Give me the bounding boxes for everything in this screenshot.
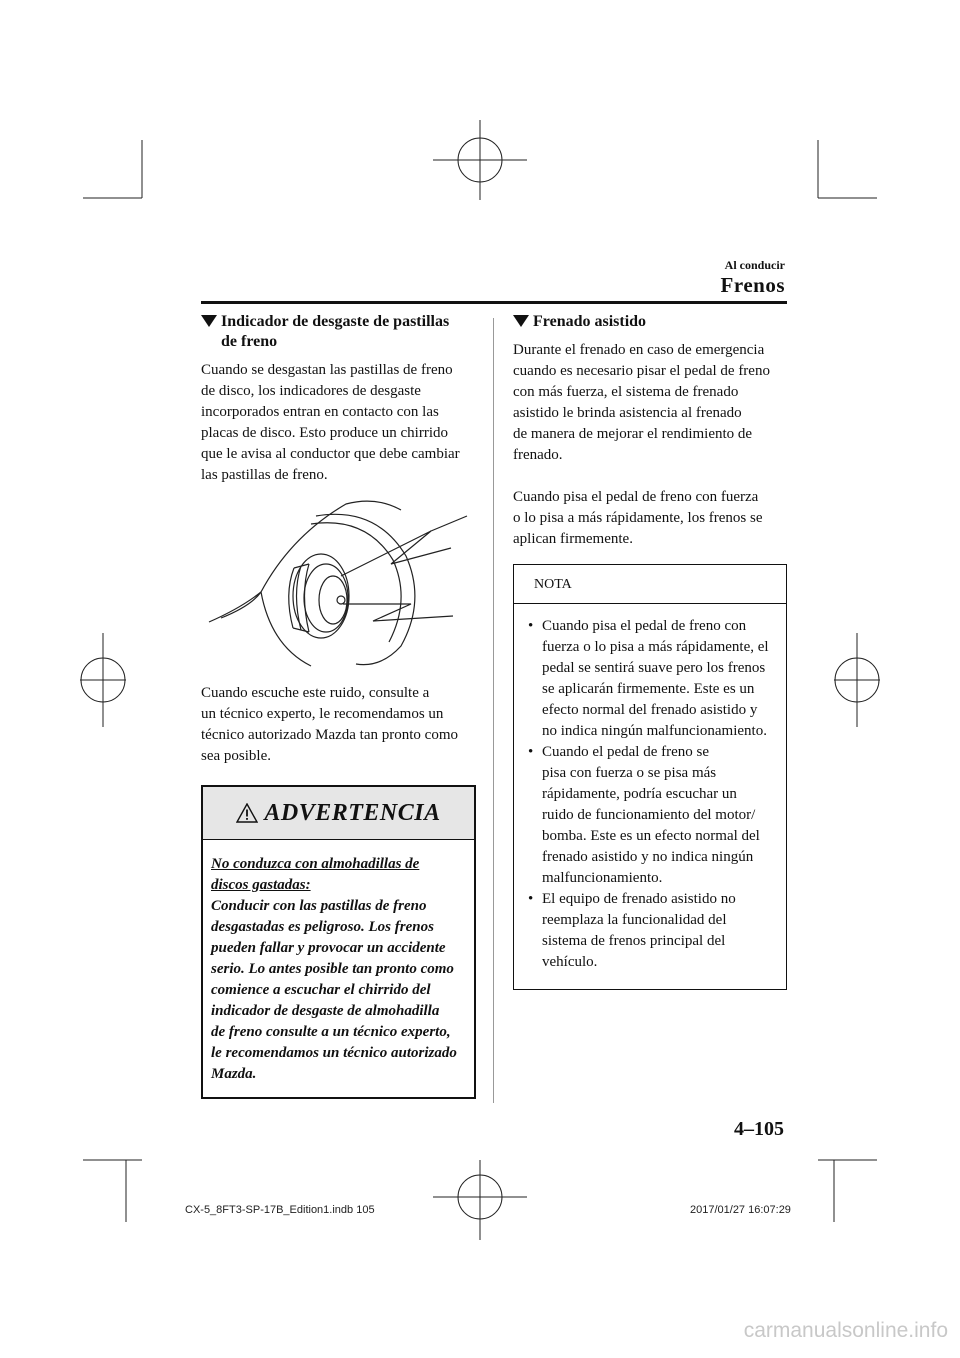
text-line: aplican firmemente.	[513, 531, 633, 547]
note-line: malfuncionamiento.	[542, 870, 663, 886]
warning-body	[203, 840, 474, 1097]
note-line: Cuando pisa el pedal de freno con	[542, 618, 747, 634]
text-line: un técnico experto, le recomendamos un	[201, 706, 444, 722]
warning-line: comience a escuchar el chirrido del	[211, 982, 431, 998]
note-item	[522, 889, 780, 973]
section-title: Frenos	[720, 273, 785, 297]
text-line: sea posible.	[201, 748, 271, 764]
warning-line: Conducir con las pastillas de freno	[211, 898, 427, 914]
note-item	[522, 616, 780, 742]
page-number: 4–105	[734, 1118, 784, 1140]
heading-line: Indicador de desgaste de pastillas	[221, 313, 450, 330]
text-line: frenado.	[513, 447, 563, 463]
text-line: las pastillas de freno.	[201, 467, 328, 483]
watermark[interactable]: carmanualsonline.info	[743, 1319, 948, 1342]
note-line: reemplaza la funcionalidad del	[542, 912, 727, 928]
heading-line: Frenado asistido	[533, 313, 647, 330]
footer-timestamp: 2017/01/27 16:07:29	[690, 1204, 791, 1216]
note-line: ruido de funcionamiento del motor/	[542, 807, 756, 823]
text-line: asistido le brinda asistencia al frenado	[513, 405, 742, 421]
bullet-icon: •	[528, 891, 534, 907]
heading-line: de freno	[221, 333, 278, 350]
warning-heading-line: No conduzca con almohadillas de	[211, 856, 420, 872]
text-line: que le avisa al conductor que debe cambiar	[201, 446, 460, 462]
text-line: de disco, los indicadores de desgaste	[201, 383, 421, 399]
warning-title: ADVERTENCIA	[264, 799, 441, 826]
warning-heading-line: discos gastadas:	[211, 877, 311, 893]
note-line: sistema de frenos principal del	[542, 933, 726, 949]
warning-triangle-icon	[236, 803, 258, 823]
heading-brake-assist	[513, 312, 787, 332]
section-label: Al conducir	[724, 258, 785, 272]
text-line: Cuando escuche este ruido, consulte a	[201, 685, 430, 701]
warning-line: serio. Lo antes posible tan pronto como	[211, 961, 454, 977]
text-line: Cuando se desgastan las pastillas de freno	[201, 362, 453, 378]
text-line: placas de disco. Esto produce un chirrido	[201, 425, 449, 441]
bullet-icon: •	[528, 618, 534, 634]
right-column	[513, 312, 787, 990]
note-line: se aplicarán firmemente. Este es un	[542, 681, 755, 697]
note-line: vehículo.	[542, 954, 598, 970]
header-rule	[201, 301, 787, 304]
note-line: pedal se sentirá suave pero los frenos	[542, 660, 766, 676]
warning-line: le recomendamos un técnico autorizado	[211, 1045, 457, 1061]
text-line: incorporados entran en contacto con las	[201, 404, 439, 420]
brake-assist-paragraph	[513, 340, 787, 466]
text-line: Cuando pisa el pedal de freno con fuerza	[513, 489, 759, 505]
noise-advice-paragraph	[201, 683, 476, 767]
note-line: frenado asistido y no indica ningún	[542, 849, 754, 865]
footer-file: CX-5_8FT3-SP-17B_Edition1.indb 105	[185, 1204, 375, 1216]
warning-line: pueden fallar y provocar un accidente	[211, 940, 446, 956]
text-line: de manera de mejorar el rendimiento de	[513, 426, 753, 442]
brake-disc-illustration	[201, 496, 476, 668]
note-item	[522, 742, 780, 889]
triangle-bullet-icon	[513, 315, 529, 327]
note-line: no indica ningún malfuncionamiento.	[542, 723, 767, 739]
warning-box	[201, 785, 476, 1099]
brake-assist-paragraph-2	[513, 487, 787, 550]
triangle-bullet-icon	[201, 315, 217, 327]
warning-line: Mazda.	[211, 1066, 257, 1082]
note-line: Cuando el pedal de freno se	[542, 744, 710, 760]
column-divider	[493, 318, 494, 1103]
note-body	[514, 604, 786, 989]
warning-header	[203, 787, 474, 840]
note-line: fuerza o lo pisa a más rápidamente, el	[542, 639, 769, 655]
text-line: Durante el frenado en caso de emergencia	[513, 342, 765, 358]
text-line: con más fuerza, el sistema de frenado	[513, 384, 739, 400]
warning-line: indicador de desgaste de almohadilla	[211, 1003, 440, 1019]
note-line: efecto normal del frenado asistido y	[542, 702, 758, 718]
text-line: técnico autorizado Mazda tan pronto como	[201, 727, 458, 743]
pad-wear-paragraph	[201, 360, 476, 486]
bullet-icon: •	[528, 744, 534, 760]
text-line: o lo pisa a más rápidamente, los frenos se	[513, 510, 763, 526]
heading-pad-wear-indicator	[201, 312, 476, 352]
note-box	[513, 564, 787, 990]
text-line: cuando es necesario pisar el pedal de freno	[513, 363, 770, 379]
note-line: pisa con fuerza o se pisa más	[542, 765, 717, 781]
warning-line: desgastadas es peligroso. Los frenos	[211, 919, 434, 935]
note-line: bomba. Este es un efecto normal del	[542, 828, 760, 844]
left-column	[201, 312, 476, 1099]
warning-line: de freno consulte a un técnico experto,	[211, 1024, 451, 1040]
note-line: El equipo de frenado asistido no	[542, 891, 736, 907]
note-title: NOTA	[514, 565, 786, 604]
note-line: rápidamente, podría escuchar un	[542, 786, 737, 802]
